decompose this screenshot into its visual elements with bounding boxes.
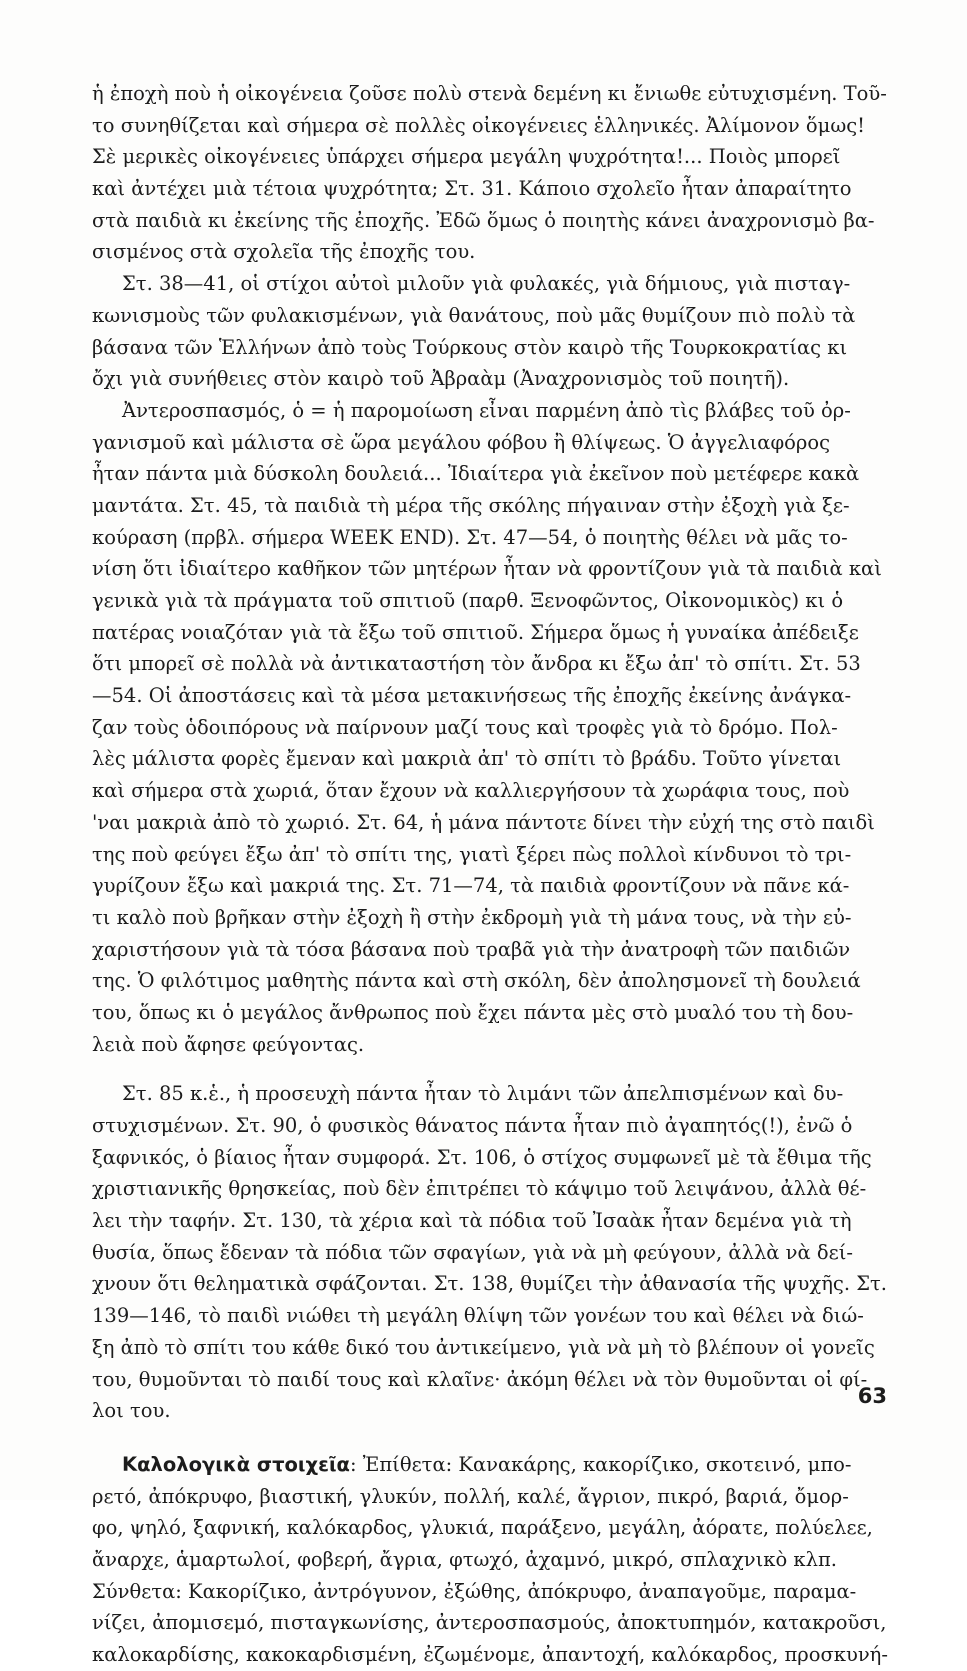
text-line: λειὰ ποὺ ἄφησε φεύγοντας.	[92, 1032, 365, 1056]
text-line: κωνισμοὺς τῶν φυλακισμένων, γιὰ θανάτους, ποὺ μᾶς θυμίζουν πιὸ πολὺ τὰ	[92, 303, 856, 327]
text-line: Στ. 85 κ.ἑ., ἡ προσευχὴ πάντα ἦταν τὸ λιμάνι τῶν ἀπελπισμένων καὶ δυ-	[122, 1082, 844, 1106]
text-line: Στ. 38—41, οἱ στίχοι αὐτοὶ μιλοῦν γιὰ φυλακές, γιὰ δήμιους, γιὰ πισταγ-	[122, 272, 851, 296]
text-line-rest: : Ἐπίθετα: Κανακάρης, κακορίζικο, σκοτεινό, μπο-	[349, 1452, 852, 1476]
text-line: στὰ παιδιὰ κι ἐκείνης τῆς ἐποχῆς. Ἐδῶ ὅμως ὁ ποιητὴς κάνει ἀναχρονισμὸ βα-	[92, 208, 875, 232]
text-line: ζαν τοὺς ὁδοιπόρους νὰ παίρνουν μαζί τους καὶ τροφὲς γιὰ τὸ δρόμο. Πολ-	[92, 715, 838, 739]
text-line: σισμένος στὰ σχολεῖα τῆς ἐποχῆς του.	[92, 240, 476, 264]
text-line: λοι του.	[92, 1399, 171, 1423]
text-line: κούραση (πρβλ. σήμερα WEEK END). Στ. 47—54, ὁ ποιητὴς θέλει νὰ μᾶς το-	[92, 525, 848, 549]
text-line: πατέρας νοιαζόταν γιὰ τὰ ἔξω τοῦ σπιτιοῦ. Σήμερα ὅμως ἡ γυναίκα ἀπέδειξε	[92, 620, 859, 644]
paragraph-spacer	[92, 1060, 922, 1078]
text-line: ἦταν πάντα μιὰ δύσκολη δουλειά... Ἰδιαίτερα γιὰ ἐκεῖνον ποὺ μετέφερε κακὰ	[92, 462, 860, 486]
text-line: —54. Οἱ ἀποστάσεις καὶ τὰ μέσα μετακινήσεως τῆς ἐποχῆς ἐκείνης ἀνάγκα-	[92, 684, 852, 708]
text-line: νίζει, ἀπομισεμό, πισταγκωνίσης, ἀντεροσπασμούς, ἀποκτυπημόν, κατακροῦσι,	[92, 1611, 887, 1635]
page-number: 63	[857, 1384, 887, 1408]
text-line: Σὲ μερικὲς οἰκογένειες ὑπάρχει σήμερα μεγάλη ψυχρότητα!... Ποιὸς μπορεῖ	[92, 145, 841, 169]
paragraph	[92, 268, 922, 395]
text-line: καὶ σήμερα στὰ χωριά, ὅταν ἔχουν νὰ καλλιεργήσουν τὰ χωράφια τους, ποὺ	[92, 779, 850, 803]
text-line: ρετό, ἀπόκρυφο, βιαστική, γλυκύν, πολλή, καλέ, ἄγριον, πικρό, βαριά, ὄμορ-	[92, 1484, 849, 1508]
text-line: το συνηθίζεται καὶ σήμερα σὲ πολλὲς οἰκογένειες ἑλληνικές. Ἀλίμονον ὅμως!	[92, 113, 866, 137]
section-heading: Καλολογικὰ στοιχεῖα	[122, 1452, 350, 1476]
text-line: ξαφνικός, ὁ βίαιος ἦταν συμφορά. Στ. 106, ὁ στίχος συμφωνεῖ μὲ τὰ ἔθιμα τῆς	[92, 1145, 872, 1169]
text-line: γανισμοῦ καὶ μάλιστα σὲ ὥρα μεγάλου φόβου ἢ θλίψεως. Ὁ ἀγγελιαφόρος	[92, 430, 830, 454]
text-line: ὅτι μπορεῖ σὲ πολλὰ νὰ ἀντικαταστήση τὸν ἄνδρα κι ἔξω ἀπ' τὸ σπίτι. Στ. 53	[92, 652, 861, 676]
text-line: καλοκαρδίσης, κακοκαρδισμένη, ἐζωμένομε, ἀπαντοχή, καλόκαρδος, προσκυνή-	[92, 1643, 888, 1666]
text-line: γενικὰ γιὰ τὰ πράγματα τοῦ σπιτιοῦ (παρθ. Ξενοφῶντος, Οἰκονομικὸς) κι ὁ	[92, 589, 844, 612]
text-line: Ἀντεροσπασμός, ὁ = ἡ παρομοίωση εἶναι παρμένη ἀπὸ τὶς βλάβες τοῦ ὀρ-	[122, 398, 851, 422]
section-spacer	[92, 1427, 922, 1449]
text-line: γυρίζουν ἔξω καὶ μακριά της. Στ. 71—74, τὰ παιδιὰ φροντίζουν νὰ πᾶνε κά-	[92, 874, 850, 898]
text-line: του, ὅπως κι ὁ μεγάλος ἄνθρωπος ποὺ ἔχει πάντα μὲς στὸ μυαλό του τὴ δου-	[92, 1000, 854, 1024]
text-line: Σύνθετα: Κακορίζικο, ἀντρόγυνον, ἐξώθης, ἀπόκρυφο, ἀναπαγοῦμε, παραμα-	[92, 1579, 857, 1603]
text-line: θυσία, ὅπως ἔδεναν τὰ πόδια τῶν σφαγίων, γιὰ νὰ μὴ φεύγουν, ἀλλὰ νὰ δεί-	[92, 1240, 853, 1264]
text-line: της. Ὁ φιλότιμος μαθητὴς πάντα καὶ στὴ σκόλη, δὲν ἀπολησμονεῖ τὴ δουλειά	[92, 969, 861, 993]
stylistic-elements-section	[92, 1449, 922, 1671]
text-line: χνουν ὅτι θεληματικὰ σφάζονται. Στ. 138, θυμίζει τὴν ἀθανασία τῆς ψυχῆς. Στ.	[92, 1272, 887, 1296]
text-line	[92, 1449, 922, 1481]
text-line: φο, ψηλό, ξαφνική, καλόκαρδος, γλυκιά, παράξενο, μεγάλη, ἀόρατε, πολύελεε,	[92, 1516, 873, 1540]
text-line: 'ναι μακριὰ ἀπὸ τὸ χωριό. Στ. 64, ἡ μάνα πάντοτε δίνει τὴν εὐχή της στὸ παιδὶ	[92, 810, 875, 834]
paragraph	[92, 395, 922, 1060]
text-line: ὄχι γιὰ συνήθειες στὸν καιρὸ τοῦ Ἀβραὰμ (Ἀναχρονισμὸς τοῦ ποιητῆ).	[92, 367, 790, 391]
text-line: ἄναρχε, ἁμαρτωλοί, φοβερή, ἄγρια, φτωχό, ἀχαμνό, μικρό, σπλαχνικὸ κλπ.	[92, 1547, 837, 1571]
text-line: της ποὺ φεύγει ἔξω ἀπ' τὸ σπίτι της, γιατὶ ξέρει πὼς πολλοὶ κίνδυνοι τὸ τρι-	[92, 842, 852, 866]
text-line: χαριστήσουν γιὰ τὰ τόσα βάσανα ποὺ τραβᾶ γιὰ τὴν ἀνατροφὴ τῶν παιδιῶν	[92, 937, 851, 961]
body-text	[92, 78, 922, 1671]
paragraph	[92, 78, 922, 268]
text-line: λὲς μάλιστα φορὲς ἔμεναν καὶ μακριὰ ἀπ' τὸ σπίτι τὸ βράδυ. Τοῦτο γίνεται	[92, 747, 842, 771]
text-line: τι καλὸ ποὺ βρῆκαν στὴν ἐξοχὴ ἢ στὴν ἐκδρομὴ γιὰ τὴ μάνα τους, νὰ τὴν εὐ-	[92, 905, 852, 929]
text-line: 139—146, τὸ παιδὶ νιώθει τὴ μεγάλη θλίψη τῶν γονέων του καὶ θέλει νὰ διώ-	[92, 1304, 864, 1328]
text-line: καὶ ἀντέχει μιὰ τέτοια ψυχρότητα; Στ. 31. Κάποιο σχολεῖο ἦταν ἀπαραίτητο	[92, 177, 852, 201]
text-line: στυχισμένων. Στ. 90, ὁ φυσικὸς θάνατος πάντα ἦταν πιὸ ἀγαπητός(!), ἐνῶ ὁ	[92, 1114, 853, 1137]
text-line: ξη ἀπὸ τὸ σπίτι του κάθε δικό του ἀντικείμενο, γιὰ νὰ μὴ τὸ βλέπουν οἱ γονεῖς	[92, 1335, 875, 1359]
text-line: μαντάτα. Στ. 45, τὰ παιδιὰ τὴ μέρα τῆς σκόλης πήγαιναν στὴν ἐξοχὴ γιὰ ξε-	[92, 493, 850, 517]
text-line: ἡ ἐποχὴ ποὺ ἡ οἰκογένεια ζοῦσε πολὺ στενὰ δεμένη κι ἔνιωθε εὐτυχισμένη. Τοῦ-	[92, 82, 887, 105]
text-line: λει τὴν ταφήν. Στ. 130, τὰ χέρια καὶ τὰ πόδια τοῦ Ἰσαὰκ ἦταν δεμένα γιὰ τὴ	[92, 1209, 852, 1233]
paragraph	[92, 1078, 922, 1427]
text-line: του, θυμοῦνται τὸ παιδί τους καὶ κλαῖνε· ἀκόμη θέλει νὰ τὸν θυμοῦνται οἱ φί-	[92, 1367, 868, 1391]
text-line: νίση ὅτι ἰδιαίτερο καθῆκον τῶν μητέρων ἦταν νὰ φροντίζουν γιὰ τὰ παιδιὰ καὶ	[92, 557, 882, 581]
text-line: χριστιανικῆς θρησκείας, ποὺ δὲν ἐπιτρέπει τὸ κάψιμο τοῦ λειψάνου, ἀλλὰ θέ-	[92, 1177, 867, 1201]
text-line: βάσανα τῶν Ἑλλήνων ἀπὸ τοὺς Τούρκους στὸν καιρὸ τῆς Τουρκοκρατίας κι	[92, 335, 848, 359]
